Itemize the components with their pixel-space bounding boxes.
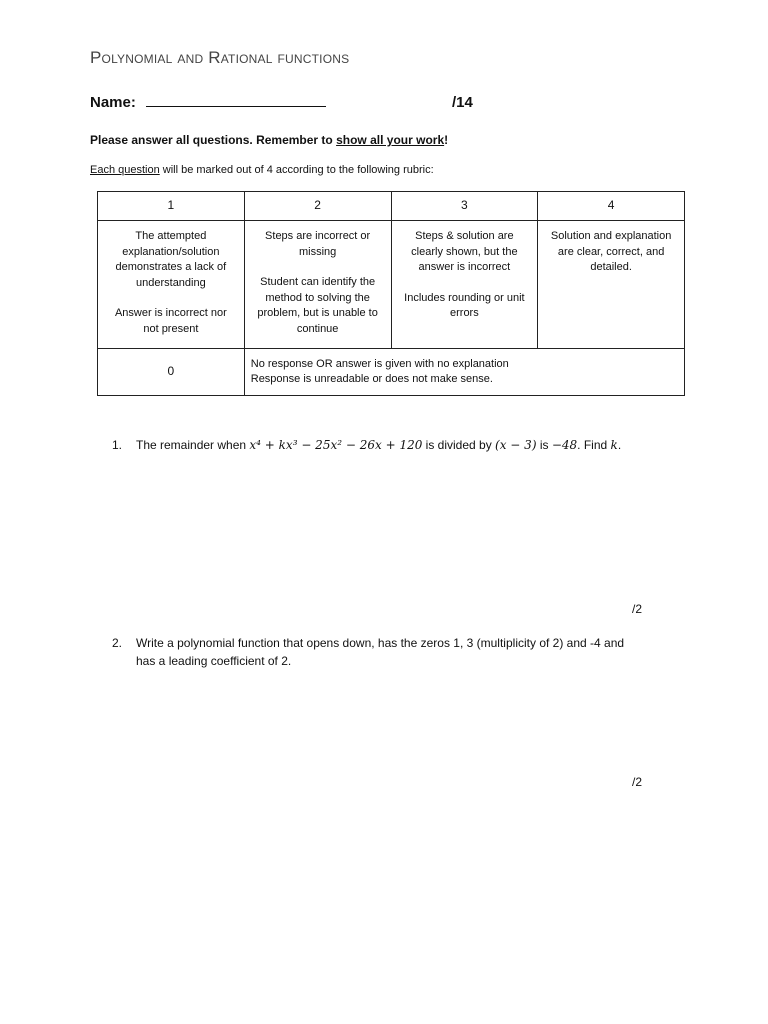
rubric-line: continue bbox=[296, 322, 339, 335]
rubric-header-cell: 1 bbox=[98, 192, 245, 221]
rubric-line: explanation/solution bbox=[122, 245, 220, 258]
rubric-intro bbox=[90, 164, 434, 176]
unknown-variable: k bbox=[610, 438, 618, 452]
instructions-end: ! bbox=[444, 133, 449, 147]
polynomial-expression: x⁴ + kx³ − 25x² − 26x + 120 bbox=[249, 438, 423, 452]
rubric-header-cell: 4 bbox=[538, 192, 685, 221]
remainder-value: −48 bbox=[551, 438, 578, 452]
question-number: 2. bbox=[112, 636, 123, 650]
question-2 bbox=[112, 634, 672, 670]
question-text-part: . Find bbox=[577, 438, 611, 452]
name-blank-line bbox=[146, 94, 326, 107]
rubric-line: Answer is incorrect nor bbox=[114, 307, 227, 319]
rubric-intro-emphasis: Each question bbox=[90, 164, 160, 176]
instructions bbox=[90, 133, 448, 147]
rubric-zero-row bbox=[98, 349, 685, 396]
rubric-line: demonstrates a lack of bbox=[115, 261, 227, 273]
question-number: 1. bbox=[112, 438, 123, 452]
question-text bbox=[136, 436, 672, 454]
question-text-line: has a leading coefficient of 2. bbox=[136, 654, 292, 668]
rubric-line: method to solving the bbox=[265, 291, 370, 304]
rubric-header-cell: 3 bbox=[391, 192, 538, 221]
divisor-expression: (x − 3) bbox=[495, 438, 537, 452]
rubric-line: missing bbox=[298, 245, 337, 258]
rubric-line: clearly shown, but the bbox=[411, 245, 518, 258]
rubric-line: Response is unreadable or does not make sense. bbox=[250, 373, 493, 385]
rubric-line: Solution and explanation bbox=[550, 230, 672, 242]
rubric-level-4-cell bbox=[538, 221, 685, 349]
rubric-line: detailed. bbox=[590, 261, 632, 273]
rubric-line: errors bbox=[450, 307, 479, 319]
rubric-line: not present bbox=[143, 322, 199, 335]
rubric-line: The attempted bbox=[135, 230, 207, 242]
rubric-line: answer is incorrect bbox=[418, 261, 511, 273]
rubric-level-2-cell bbox=[244, 221, 391, 349]
instructions-emphasis: show all your work bbox=[336, 133, 445, 147]
worksheet-title: Polynomial and Rational functions bbox=[90, 48, 350, 67]
rubric-line: problem, but is unable to bbox=[257, 307, 378, 319]
rubric-line: understanding bbox=[136, 276, 206, 289]
rubric-line: No response OR answer is given with no explanation bbox=[250, 357, 509, 370]
question-1 bbox=[112, 436, 672, 454]
rubric-description-row bbox=[98, 221, 685, 349]
rubric-line: Steps are incorrect or bbox=[265, 230, 371, 242]
rubric-zero-description bbox=[244, 349, 684, 396]
rubric-line: Student can identify the bbox=[260, 276, 376, 288]
name-label: Name: bbox=[90, 94, 136, 111]
rubric-line: Steps & solution are bbox=[415, 230, 514, 242]
question-text-line: Write a polynomial function that opens down, has the zeros 1, 3 (multiplicity of 2) and -4 and bbox=[136, 636, 625, 650]
question-text-part: The remainder when bbox=[136, 438, 250, 452]
rubric-line: are clear, correct, and bbox=[557, 245, 665, 258]
rubric-line: Includes rounding or unit bbox=[404, 291, 525, 304]
question-text-part: is bbox=[536, 438, 552, 452]
question-1-score: /2 bbox=[632, 602, 643, 616]
rubric-intro-text: will be marked out of 4 according to the following rubric: bbox=[159, 164, 434, 176]
instructions-text: Please answer all questions. Remember to bbox=[90, 133, 337, 147]
rubric-header-row bbox=[98, 192, 685, 221]
rubric-table bbox=[97, 191, 685, 396]
total-score: /14 bbox=[452, 94, 473, 111]
question-text bbox=[136, 634, 672, 670]
question-text-part: is divided by bbox=[422, 438, 496, 452]
name-row bbox=[90, 94, 510, 111]
rubric-level-3-cell bbox=[391, 221, 538, 349]
question-2-score: /2 bbox=[632, 775, 643, 789]
question-text-part: . bbox=[617, 438, 622, 452]
rubric-level-1-cell bbox=[98, 221, 245, 349]
rubric-zero-score: 0 bbox=[98, 349, 245, 396]
rubric-header-cell: 2 bbox=[244, 192, 391, 221]
